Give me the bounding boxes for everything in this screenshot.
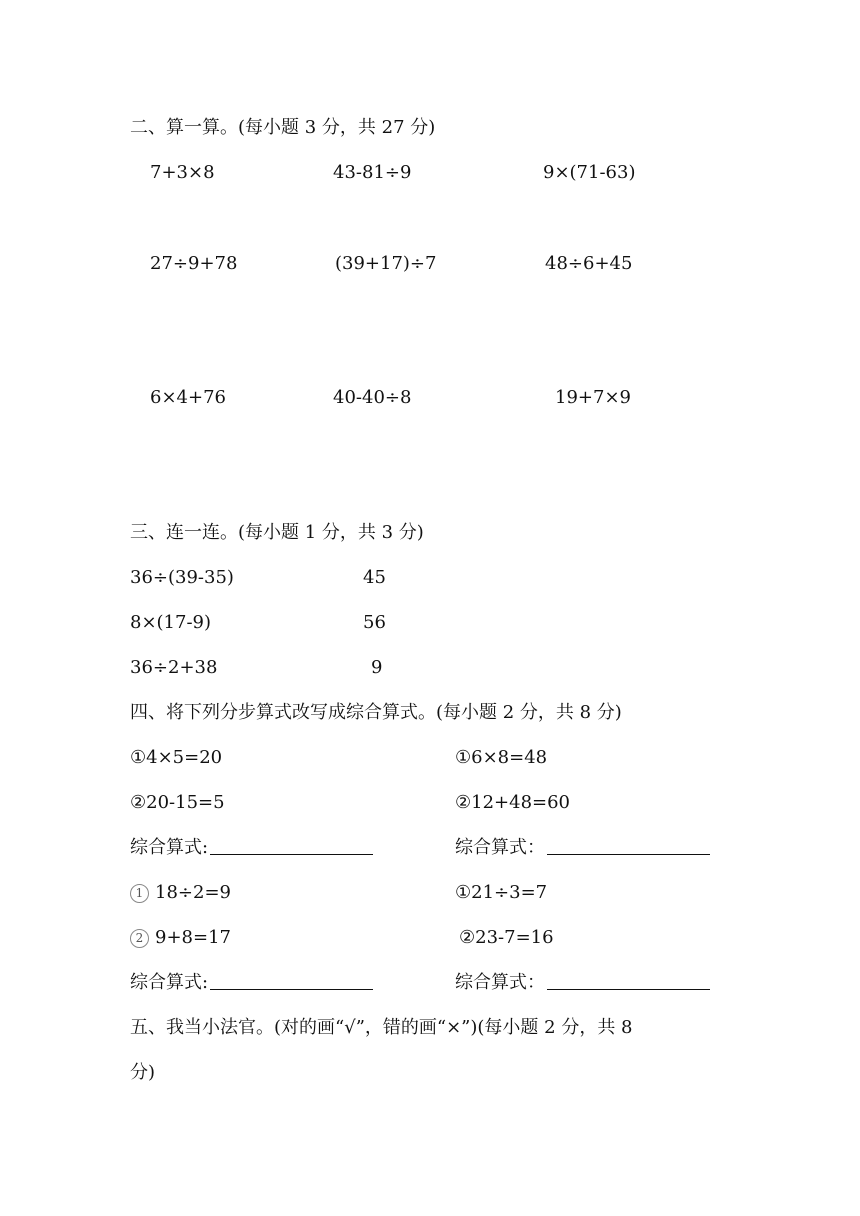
combined-label: 综合算式: <box>130 972 209 993</box>
section-4-title: 四、将下列分步算式改写成综合算式。(每小题 2 分，共 8 分) <box>130 702 622 723</box>
step-c2-text: 9+8=17 <box>155 927 231 948</box>
step-d2: ②23-7=16 <box>459 927 554 948</box>
problem-8: 40-40÷8 <box>333 387 412 408</box>
problem-1: 7+3×8 <box>150 162 215 183</box>
combined-row-2-right <box>455 971 710 995</box>
step-b1: ①6×8=48 <box>455 747 548 768</box>
problem-5: (39+17)÷7 <box>335 253 437 274</box>
problem-3: 9×(71-63) <box>543 162 636 183</box>
step-d1: ①21÷3=7 <box>455 882 548 903</box>
step-b2: ②12+48=60 <box>455 792 571 813</box>
section-5-title-cont: 分) <box>130 1062 156 1083</box>
circled-number: 2 <box>130 929 149 948</box>
match-right-2: 56 <box>363 612 386 633</box>
problem-2: 43-81÷9 <box>333 162 412 183</box>
circled-number: 1 <box>130 884 149 903</box>
section-3-title: 三、连一连。(每小题 1 分，共 3 分) <box>130 522 424 543</box>
combined-row-1-left <box>130 836 373 860</box>
step-a1: ①4×5=20 <box>130 747 223 768</box>
step-c1-text: 18÷2=9 <box>155 882 231 903</box>
step-c1 <box>130 881 231 905</box>
combined-label: 综合算式： <box>455 972 545 993</box>
step-a2: ②20-15=5 <box>130 792 225 813</box>
problem-4: 27÷9+78 <box>150 253 238 274</box>
combined-label: 综合算式： <box>455 837 545 858</box>
answer-blank-b[interactable] <box>547 836 710 855</box>
combined-label: 综合算式: <box>130 837 209 858</box>
match-left-2: 8×(17-9) <box>130 612 212 633</box>
answer-blank-d[interactable] <box>547 971 710 990</box>
problem-6: 48÷6+45 <box>545 253 633 274</box>
answer-blank-c[interactable] <box>210 971 373 990</box>
match-right-1: 45 <box>363 567 386 588</box>
problem-7: 6×4+76 <box>150 387 226 408</box>
combined-row-1-right <box>455 836 710 860</box>
section-5-title: 五、我当小法官。(对的画“√”，错的画“×”)(每小题 2 分，共 8 <box>130 1017 633 1038</box>
combined-row-2-left <box>130 971 373 995</box>
problem-9: 19+7×9 <box>555 387 631 408</box>
answer-blank-a[interactable] <box>210 836 373 855</box>
match-right-3: 9 <box>371 657 383 678</box>
match-left-3: 36÷2+38 <box>130 657 218 678</box>
step-c2 <box>130 926 231 950</box>
section-2-title: 二、算一算。(每小题 3 分，共 27 分) <box>130 117 436 138</box>
match-left-1: 36÷(39-35) <box>130 567 234 588</box>
